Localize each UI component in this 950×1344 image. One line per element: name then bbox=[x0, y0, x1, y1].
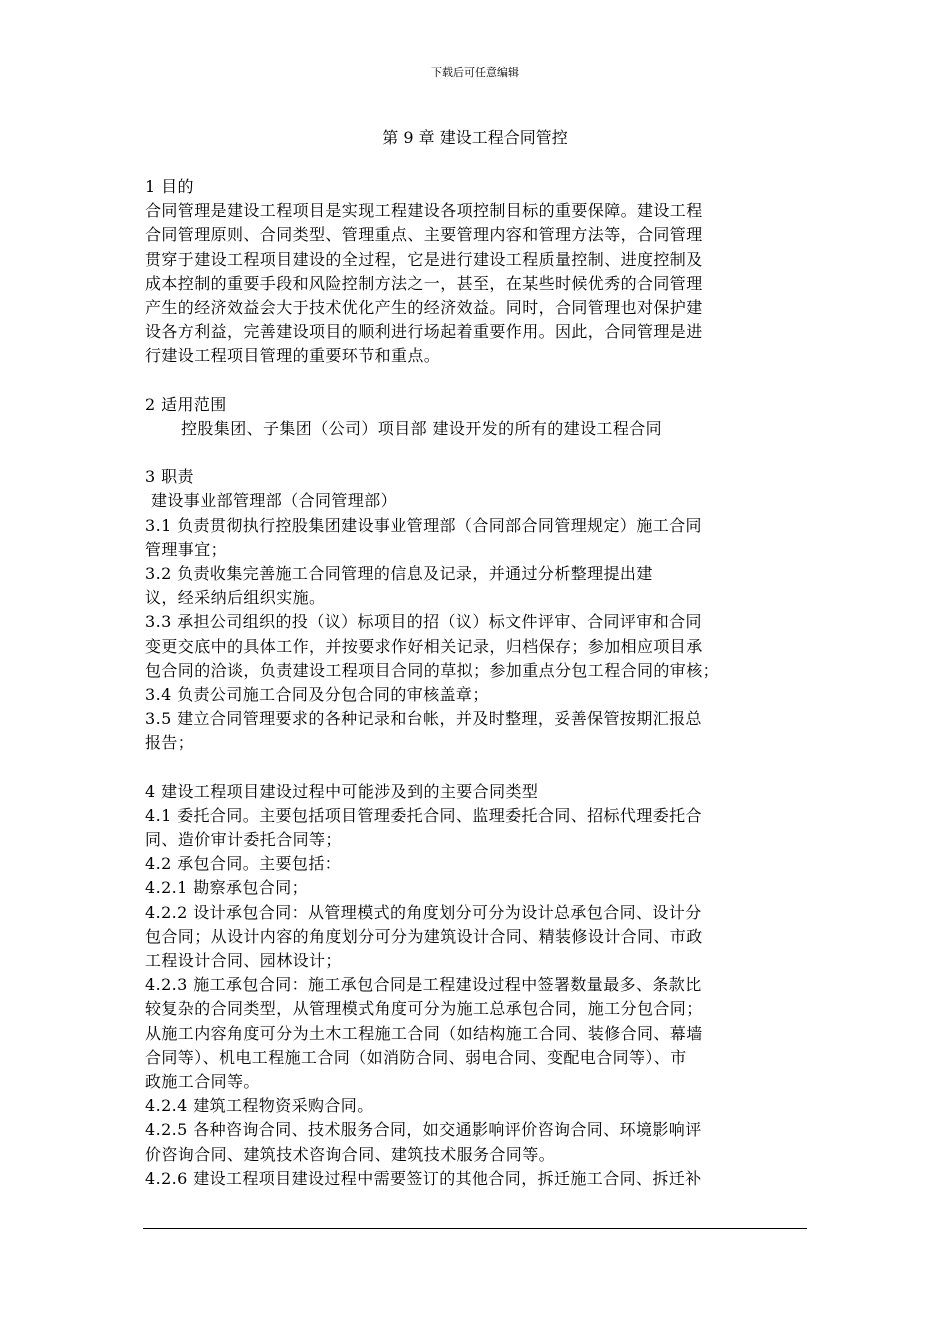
section-heading-duties: 3 职责 bbox=[145, 467, 194, 487]
paragraph-line: 贯穿于建设工程项目建设的全过程，它是进行建设工程质量控制、进度控制及 bbox=[145, 249, 703, 269]
contract-type-line: 4.2.6 建设工程项目建设过程中需要签订的其他合同，拆迁施工合同、拆迁补 bbox=[145, 1168, 702, 1188]
duty-line: 3.2 负责收集完善施工合同管理的信息及记录，并通过分析整理提出建 bbox=[145, 564, 653, 583]
paragraph-line: 合同管理原则、合同类型、管理重点、主要管理内容和管理方法等，合同管理 bbox=[145, 225, 703, 245]
duty-line: 管理事宜； bbox=[145, 539, 228, 559]
blank-line bbox=[145, 369, 807, 393]
contract-type-line: 4.1 委托合同。主要包括项目管理委托合同、监理委托合同、招标代理委托合 bbox=[145, 805, 702, 825]
duty-line: 3.5 建立合同管理要求的各种记录和台帐，并及时整理，妥善保管按期汇报总 bbox=[145, 709, 702, 729]
duty-line: 3.3 承担公司组织的投（议）标项目的招（议）标文件评审、合同评审和合同 bbox=[145, 612, 702, 632]
paragraph-line: 成本控制的重要手段和风险控制方法之一，甚至，在某些时候优秀的合同管理 bbox=[145, 273, 703, 293]
contract-type-line: 同、造价审计委托合同等； bbox=[145, 830, 342, 850]
paragraph-line: 合同管理是建设工程项目是实现工程建设各项控制目标的重要保障。建设工程 bbox=[145, 201, 703, 221]
contract-type-line: 从施工内容角度可分为土木工程施工合同（如结构施工合同、装修合同、幕墙 bbox=[145, 1023, 703, 1043]
contract-type-line: 4.2.2 设计承包合同：从管理模式的角度划分可分为设计总承包合同、设计分 bbox=[145, 902, 702, 922]
footer-divider bbox=[143, 1228, 807, 1229]
duty-line: 3.4 负责公司施工合同及分包合同的审核盖章； bbox=[145, 684, 489, 704]
paragraph-line: 产生的经济效益会大于技术优化产生的经济效益。同时，合同管理也对保护建 bbox=[145, 297, 703, 317]
contract-type-line: 4.2.5 各种咨询合同、技术服务合同，如交通影响评价咨询合同、环境影响评 bbox=[145, 1120, 702, 1140]
paragraph-line: 设各方利益，完善建设项目的顺利进行场起着重要作用。因此，合同管理是进 bbox=[145, 322, 703, 342]
contract-type-line: 4.2.3 施工承包合同：施工承包合同是工程建设过程中签署数量最多、条款比 bbox=[145, 975, 702, 995]
duty-line: 变更交底中的具体工作，并按要求作好相关记录，归档保存；参加相应项目承 bbox=[145, 636, 703, 656]
contract-type-line: 合同等）、机电工程施工合同（如消防合同、弱电合同、变配电合同等）、市 bbox=[145, 1047, 687, 1067]
contract-type-line: 较复杂的合同类型，从管理模式角度可分为施工总承包合同，施工分包合同； bbox=[145, 999, 703, 1019]
chapter-title: 第 9 章 建设工程合同管控 bbox=[382, 128, 568, 147]
contract-type-line: 工程设计合同、园林设计； bbox=[145, 951, 342, 970]
section-heading-scope: 2 适用范围 bbox=[145, 394, 227, 414]
scope-line: 控股集团、子集团（公司）项目部 建设开发的所有的建设工程合同 bbox=[181, 418, 663, 438]
contract-type-line: 包合同；从设计内容的角度划分可分为建筑设计合同、精装修设计合同、市政 bbox=[145, 926, 703, 946]
contract-type-line: 政施工合同等。 bbox=[145, 1071, 260, 1091]
duty-line: 3.1 负责贯彻执行控股集团建设事业管理部（合同部合同管理规定）施工合同 bbox=[145, 515, 702, 535]
duty-line: 议，经采纳后组织实施。 bbox=[145, 588, 326, 608]
document-body bbox=[145, 175, 807, 1191]
duty-line: 包合同的洽谈，负责建设工程项目合同的草拟；参加重点分包工程合同的审核； bbox=[145, 660, 720, 680]
section-heading-contract-types: 4 建设工程项目建设过程中可能涉及到的主要合同类型 bbox=[145, 781, 539, 801]
header-note: 下载后可任意编辑 bbox=[431, 66, 519, 79]
contract-type-line: 价咨询合同、建筑技术咨询合同、建筑技术服务合同等。 bbox=[145, 1144, 556, 1164]
section-heading-purpose: 1 目的 bbox=[145, 177, 194, 196]
duty-line: 报告； bbox=[145, 733, 195, 753]
paragraph-line: 行建设工程项目管理的重要环节和重点。 bbox=[145, 346, 441, 366]
blank-line bbox=[145, 756, 807, 780]
duties-department: 建设事业部管理部（合同管理部） bbox=[151, 491, 398, 511]
contract-type-line: 4.2.1 勘察承包合同； bbox=[145, 878, 308, 898]
contract-type-line: 4.2.4 建筑工程物资采购合同。 bbox=[145, 1096, 374, 1116]
contract-type-line: 4.2 承包合同。主要包括： bbox=[145, 854, 342, 874]
blank-line bbox=[145, 441, 807, 465]
